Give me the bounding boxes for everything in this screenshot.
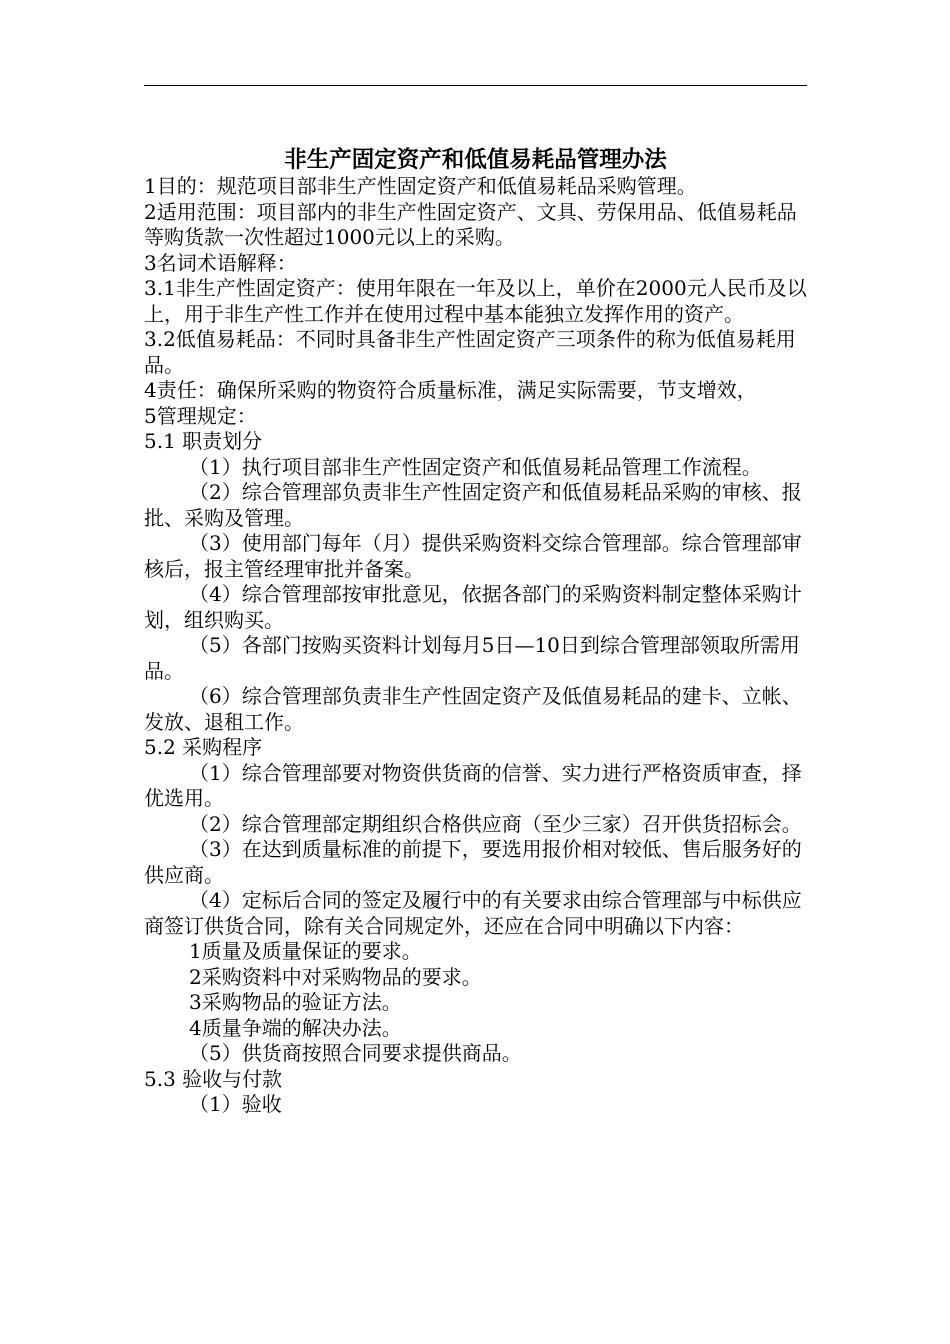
duty-item-2: （2）综合管理部负责非生产性固定资产和低值易耗品采购的审核、报批、采购及管理。	[144, 480, 802, 530]
duty-item-3: （3）使用部门每年（月）提供采购资料交综合管理部。综合管理部审核后，报主管经理审批并备案。	[144, 531, 802, 581]
section-responsibility: 4责任：确保所采购的物资符合质量标准，满足实际需要，节支增效，	[144, 378, 757, 402]
section-purpose: 1目的：规范项目部非生产性固定资产和低值易耗品采购管理。	[144, 174, 697, 198]
procurement-item-3: （3）在达到质量标准的前提下，要选用报价相对较低、售后服务好的供应商。	[144, 837, 802, 887]
procurement-item-2: （2）综合管理部定期组织合格供应商（至少三家）召开供货招标会。	[189, 811, 802, 836]
term-fixed-assets: 3.1非生产性固定资产：使用年限在一年及以上，单价在2000元人民币及以上，用于非生产性工作并在使用过程中基本能独立发挥作用的资产。	[144, 276, 807, 326]
acceptance-item-1: （1）验收	[189, 1092, 282, 1116]
document-title: 非生产固定资产和低值易耗品管理办法	[284, 147, 667, 173]
section-scope: 2适用范围：项目部内的非生产性固定资产、文具、劳保用品、低值易耗品等购货款一次性超过1000元以上的采购。	[144, 199, 797, 249]
term-low-value-consumables: 3.2低值易耗品：不同时具备非生产性固定资产三项条件的称为低值易耗用品。	[144, 327, 796, 377]
subsection-procurement-heading: 5.2 采购程序	[144, 735, 263, 759]
contract-clause-3: 3采购物品的验证方法。	[189, 990, 402, 1014]
subsection-duties-heading: 5.1 职责划分	[144, 429, 263, 453]
contract-clause-4: 4质量争端的解决办法。	[189, 1015, 402, 1040]
duty-item-6: （6）综合管理部负责非生产性固定资产及低值易耗品的建卡、立帐、发放、退租工作。	[144, 684, 802, 734]
section-terms-heading: 3名词术语解释：	[144, 250, 297, 275]
procurement-item-5: （5）供货商按照合同要求提供商品。	[189, 1041, 522, 1065]
contract-clause-2: 2采购资料中对采购物品的要求。	[189, 964, 482, 989]
procurement-item-4: （4）定标后合同的签定及履行中的有关要求由综合管理部与中标供应商签订供货合同，除有关合同规定外，还应在合同中明确以下内容：	[144, 888, 802, 938]
header-rule	[144, 85, 807, 86]
subsection-acceptance-heading: 5.3 验收与付款	[144, 1066, 283, 1091]
contract-clause-1: 1质量及质量保证的要求。	[189, 939, 422, 963]
duty-item-1: （1）执行项目部非生产性固定资产和低值易耗品管理工作流程。	[189, 454, 762, 479]
document-body	[144, 174, 807, 1118]
duty-item-4: （4）综合管理部按审批意见，依据各部门的采购资料制定整体采购计划，组织购买。	[144, 582, 802, 632]
procurement-item-1: （1）综合管理部要对物资供货商的信誉、实力进行严格资质审查，择优选用。	[144, 760, 802, 810]
duty-item-5: （5）各部门按购买资料计划每月5日—10日到综合管理部领取所需用品。	[144, 633, 800, 683]
section-regulations-heading: 5管理规定：	[144, 403, 257, 428]
